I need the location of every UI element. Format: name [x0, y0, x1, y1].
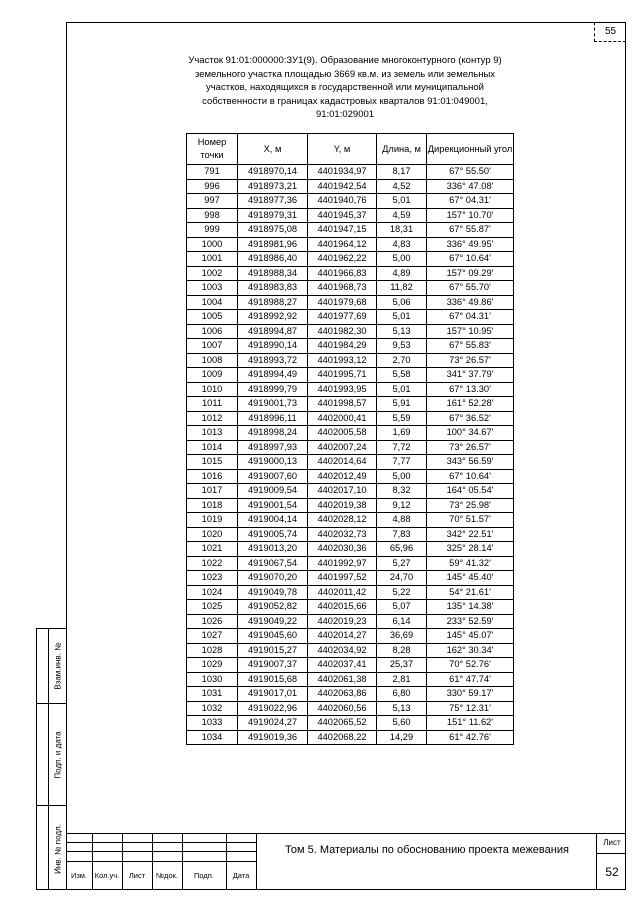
table-row	[187, 716, 514, 731]
cell-point-number: 1007	[187, 339, 238, 354]
cell-point-number: 1022	[187, 556, 238, 571]
stamp-line	[92, 833, 93, 890]
cell-point-number: 1028	[187, 643, 238, 658]
cell-length: 5,00	[377, 252, 427, 267]
cell-point-number: 1018	[187, 498, 238, 513]
cell-length: 5,01	[377, 310, 427, 325]
table-row	[187, 339, 514, 354]
cell-length: 5,00	[377, 469, 427, 484]
cell-point-number: 1025	[187, 600, 238, 615]
cell-length: 1,69	[377, 426, 427, 441]
cell-y: 4401995,71	[308, 368, 377, 383]
cell-angle: 67° 13.30'	[427, 382, 514, 397]
table-row	[187, 701, 514, 716]
side-label-orig-inv: Инв. № подл.	[53, 823, 62, 874]
cell-length: 4,83	[377, 237, 427, 252]
cell-angle: 67° 55.83'	[427, 339, 514, 354]
cell-angle: 54° 21.61'	[427, 585, 514, 600]
cell-angle: 67° 55.87'	[427, 223, 514, 238]
side-column-narrow	[36, 628, 48, 890]
cell-point-number: 1002	[187, 266, 238, 281]
cell-point-number: 1014	[187, 440, 238, 455]
side-cell	[49, 629, 66, 703]
cell-x: 4919017,01	[238, 687, 308, 702]
table-row	[187, 658, 514, 673]
cell-x: 4919007,37	[238, 658, 308, 673]
table-row	[187, 310, 514, 325]
stamp-col-change: Изм.	[70, 871, 88, 880]
cell-angle: 157° 10.95'	[427, 324, 514, 339]
cell-x: 4918998,24	[238, 426, 308, 441]
table-row	[187, 165, 514, 180]
table-body	[187, 165, 514, 745]
table-row	[187, 643, 514, 658]
cell-x: 4919022,96	[238, 701, 308, 716]
cell-y: 4402014,64	[308, 455, 377, 470]
cell-angle: 157° 10.70'	[427, 208, 514, 223]
cell-point-number: 1017	[187, 484, 238, 499]
cell-y: 4402014,27	[308, 629, 377, 644]
cell-angle: 61° 42.76'	[427, 730, 514, 745]
cell-y: 4401982,30	[308, 324, 377, 339]
table-row	[187, 252, 514, 267]
cell-angle: 145° 45.40'	[427, 571, 514, 586]
cell-angle: 162° 30.34'	[427, 643, 514, 658]
cell-y: 4402012,49	[308, 469, 377, 484]
cell-point-number: 1012	[187, 411, 238, 426]
stamp-col-docnum: №док.	[156, 871, 178, 880]
cell-angle: 151° 11.62'	[427, 716, 514, 731]
cell-x: 4918977,36	[238, 194, 308, 209]
cell-point-number: 1024	[187, 585, 238, 600]
cell-y: 4402061,38	[308, 672, 377, 687]
cell-point-number: 1006	[187, 324, 238, 339]
cell-x: 4918996,11	[238, 411, 308, 426]
cell-point-number: 998	[187, 208, 238, 223]
stamp-line	[66, 851, 256, 852]
cell-length: 2,70	[377, 353, 427, 368]
cell-length: 7,77	[377, 455, 427, 470]
cell-x: 4918994,49	[238, 368, 308, 383]
cell-length: 18,31	[377, 223, 427, 238]
cell-y: 4401993,95	[308, 382, 377, 397]
document-title: Том 5. Материалы по обоснованию проекта межевания	[285, 844, 569, 856]
cell-y: 4401934,97	[308, 165, 377, 180]
cell-point-number: 1032	[187, 701, 238, 716]
cell-x: 4918992,92	[238, 310, 308, 325]
page-number: 55	[594, 22, 626, 42]
cell-point-number: 1027	[187, 629, 238, 644]
cell-length: 2,81	[377, 672, 427, 687]
cell-point-number: 1023	[187, 571, 238, 586]
cell-angle: 73° 25.98'	[427, 498, 514, 513]
cell-x: 4919001,54	[238, 498, 308, 513]
cell-x: 4918997,93	[238, 440, 308, 455]
cell-y: 4402068,22	[308, 730, 377, 745]
cell-angle: 330° 59.17'	[427, 687, 514, 702]
cell-y: 4401945,37	[308, 208, 377, 223]
table-row	[187, 223, 514, 238]
cell-angle: 336° 49.95'	[427, 237, 514, 252]
side-column	[48, 628, 66, 890]
stamp-line	[182, 833, 183, 890]
cell-x: 4919005,74	[238, 527, 308, 542]
cell-angle: 336° 49.86'	[427, 295, 514, 310]
side-label-sign-date: Подп. и дата	[53, 730, 62, 779]
cell-x: 4918979,31	[238, 208, 308, 223]
cell-length: 4,59	[377, 208, 427, 223]
cell-length: 8,17	[377, 165, 427, 180]
cell-point-number: 1004	[187, 295, 238, 310]
cell-y: 4402000,41	[308, 411, 377, 426]
table-row	[187, 266, 514, 281]
table-row	[187, 527, 514, 542]
cell-x: 4919000,13	[238, 455, 308, 470]
cell-angle: 70° 51.57'	[427, 513, 514, 528]
cell-y: 4402065,52	[308, 716, 377, 731]
header-point-number: Номер точки	[187, 134, 238, 165]
cell-length: 5,91	[377, 397, 427, 412]
cell-y: 4402017,10	[308, 484, 377, 499]
side-cell	[37, 805, 48, 891]
cell-point-number: 1030	[187, 672, 238, 687]
cell-y: 4401992,97	[308, 556, 377, 571]
cell-x: 4919004,14	[238, 513, 308, 528]
cell-x: 4919045,60	[238, 629, 308, 644]
cell-length: 5,59	[377, 411, 427, 426]
cell-length: 5,01	[377, 382, 427, 397]
cell-point-number: 1005	[187, 310, 238, 325]
cell-length: 4,89	[377, 266, 427, 281]
cell-x: 4919070,20	[238, 571, 308, 586]
cell-point-number: 1033	[187, 716, 238, 731]
stamp-col-sign: Подп.	[194, 871, 214, 880]
cell-x: 4918975,08	[238, 223, 308, 238]
cell-angle: 157° 09.29'	[427, 266, 514, 281]
cell-angle: 342° 22.51'	[427, 527, 514, 542]
header-angle: Дирекционный угол	[427, 134, 514, 165]
cell-point-number: 996	[187, 179, 238, 194]
table-row	[187, 614, 514, 629]
stamp-line	[596, 853, 626, 854]
cell-length: 5,13	[377, 701, 427, 716]
table-row	[187, 440, 514, 455]
cell-point-number: 1008	[187, 353, 238, 368]
cell-y: 4401962,22	[308, 252, 377, 267]
cell-angle: 161° 52.28'	[427, 397, 514, 412]
cell-angle: 75° 12.31'	[427, 701, 514, 716]
table-row	[187, 585, 514, 600]
side-cell	[49, 703, 66, 805]
cell-y: 4401977,69	[308, 310, 377, 325]
cell-angle: 336° 47.08'	[427, 179, 514, 194]
cell-angle: 67° 04.31'	[427, 194, 514, 209]
cell-point-number: 1031	[187, 687, 238, 702]
table-row	[187, 382, 514, 397]
cell-x: 4918994,87	[238, 324, 308, 339]
table-row	[187, 730, 514, 745]
cell-x: 4918983,83	[238, 281, 308, 296]
table-row	[187, 426, 514, 441]
stamp-line	[226, 833, 227, 890]
table-row	[187, 687, 514, 702]
cell-x: 4919015,68	[238, 672, 308, 687]
cell-x: 4919009,54	[238, 484, 308, 499]
table-row	[187, 469, 514, 484]
cell-length: 5,60	[377, 716, 427, 731]
side-label-replace-inv: Взам.инв. №	[53, 642, 62, 690]
cell-length: 36,69	[377, 629, 427, 644]
cell-x: 4919015,27	[238, 643, 308, 658]
stamp-line	[152, 833, 153, 890]
cell-length: 14,29	[377, 730, 427, 745]
cell-length: 5,13	[377, 324, 427, 339]
cell-angle: 164° 05.54'	[427, 484, 514, 499]
cell-x: 4918973,21	[238, 179, 308, 194]
cell-x: 4919019,36	[238, 730, 308, 745]
table-row	[187, 455, 514, 470]
cell-x: 4918981,96	[238, 237, 308, 252]
cell-x: 4919067,54	[238, 556, 308, 571]
cell-length: 6,14	[377, 614, 427, 629]
cell-point-number: 1015	[187, 455, 238, 470]
table-header-row	[187, 134, 514, 165]
table-row	[187, 672, 514, 687]
cell-angle: 73° 26.57'	[427, 353, 514, 368]
cell-length: 9,12	[377, 498, 427, 513]
cell-point-number: 1001	[187, 252, 238, 267]
cell-x: 4918990,14	[238, 339, 308, 354]
cell-y: 4402060,56	[308, 701, 377, 716]
table-row	[187, 237, 514, 252]
table-row	[187, 513, 514, 528]
cell-angle: 73° 26.57'	[427, 440, 514, 455]
table-row	[187, 542, 514, 557]
cell-point-number: 1011	[187, 397, 238, 412]
sheet-number: 52	[605, 865, 619, 879]
cell-point-number: 1034	[187, 730, 238, 745]
cell-length: 5,22	[377, 585, 427, 600]
cell-angle: 70° 52.76'	[427, 658, 514, 673]
cell-y: 4401966,83	[308, 266, 377, 281]
table-row	[187, 397, 514, 412]
cell-y: 4402019,38	[308, 498, 377, 513]
cell-point-number: 1000	[187, 237, 238, 252]
cell-x: 4919013,20	[238, 542, 308, 557]
cell-y: 4401993,12	[308, 353, 377, 368]
cell-point-number: 1029	[187, 658, 238, 673]
table-row	[187, 368, 514, 383]
cell-point-number: 1013	[187, 426, 238, 441]
cell-y: 4401968,73	[308, 281, 377, 296]
cell-angle: 100° 34.67'	[427, 426, 514, 441]
cell-length: 6,80	[377, 687, 427, 702]
cell-y: 4401997,52	[308, 571, 377, 586]
cell-angle: 59° 41.32'	[427, 556, 514, 571]
cell-angle: 67° 04.31'	[427, 310, 514, 325]
table-row	[187, 498, 514, 513]
cell-length: 24,70	[377, 571, 427, 586]
cell-angle: 343° 56.59'	[427, 455, 514, 470]
header-y: Y, м	[308, 134, 377, 165]
cell-point-number: 1016	[187, 469, 238, 484]
cell-angle: 67° 36.52'	[427, 411, 514, 426]
cell-x: 4918970,14	[238, 165, 308, 180]
cell-y: 4402063,86	[308, 687, 377, 702]
cell-point-number: 1026	[187, 614, 238, 629]
table-row	[187, 324, 514, 339]
cell-point-number: 1009	[187, 368, 238, 383]
cell-point-number: 997	[187, 194, 238, 209]
cell-length: 4,52	[377, 179, 427, 194]
cell-angle: 67° 55.50'	[427, 165, 514, 180]
cell-length: 9,53	[377, 339, 427, 354]
stamp-col-count: Кол.уч.	[94, 871, 120, 880]
cell-x: 4919001,73	[238, 397, 308, 412]
section-title: Участок 91:01:000000:ЗУ1(9). Образование многоконтурного (контур 9) земельного участка площадью 3669 кв.м. из земель или земельных участков, находящихся в государственной или муниципальной собственности в границах кадастровых кварталов 91:01:049001, 91:01:029001	[188, 55, 502, 121]
cell-angle: 67° 10.64'	[427, 252, 514, 267]
cell-angle: 145° 45.07'	[427, 629, 514, 644]
cell-x: 4918986,40	[238, 252, 308, 267]
cell-length: 8,28	[377, 643, 427, 658]
cell-y: 4402028,12	[308, 513, 377, 528]
cell-y: 4401942,54	[308, 179, 377, 194]
header-x: X, м	[238, 134, 308, 165]
cell-length: 11,82	[377, 281, 427, 296]
table-row	[187, 411, 514, 426]
cell-y: 4402015,66	[308, 600, 377, 615]
stamp-line	[66, 833, 626, 834]
cell-length: 4,88	[377, 513, 427, 528]
table-row	[187, 600, 514, 615]
table-row	[187, 281, 514, 296]
stamp-line	[66, 861, 256, 862]
cell-x: 4918999,79	[238, 382, 308, 397]
cell-angle: 233° 52.59'	[427, 614, 514, 629]
table-row	[187, 629, 514, 644]
cell-y: 4402005,58	[308, 426, 377, 441]
cell-angle: 325° 28.14'	[427, 542, 514, 557]
cell-angle: 135° 14.38'	[427, 600, 514, 615]
table-row	[187, 295, 514, 310]
table-row	[187, 208, 514, 223]
stamp-line	[256, 833, 257, 890]
cell-y: 4402030,36	[308, 542, 377, 557]
cell-angle: 67° 55.70'	[427, 281, 514, 296]
coordinates-table	[186, 133, 514, 745]
cell-y: 4402034,92	[308, 643, 377, 658]
cell-length: 7,83	[377, 527, 427, 542]
cell-length: 5,07	[377, 600, 427, 615]
cell-point-number: 1020	[187, 527, 238, 542]
sheet-label: Лист	[603, 838, 621, 847]
cell-length: 7,72	[377, 440, 427, 455]
cell-x: 4919049,78	[238, 585, 308, 600]
side-cell	[37, 703, 48, 805]
cell-y: 4402032,73	[308, 527, 377, 542]
cell-point-number: 1019	[187, 513, 238, 528]
stamp-line	[66, 842, 256, 843]
cell-y: 4402007,24	[308, 440, 377, 455]
table-row	[187, 179, 514, 194]
cell-angle: 61° 47.74'	[427, 672, 514, 687]
cell-length: 5,06	[377, 295, 427, 310]
cell-length: 5,01	[377, 194, 427, 209]
table-row	[187, 353, 514, 368]
cell-x: 4919049,22	[238, 614, 308, 629]
cell-length: 25,37	[377, 658, 427, 673]
table-row	[187, 484, 514, 499]
cell-point-number: 1003	[187, 281, 238, 296]
cell-x: 4918988,27	[238, 295, 308, 310]
cell-angle: 67° 10.64'	[427, 469, 514, 484]
cell-y: 4401940,76	[308, 194, 377, 209]
cell-y: 4402037,41	[308, 658, 377, 673]
cell-point-number: 791	[187, 165, 238, 180]
cell-x: 4919007,60	[238, 469, 308, 484]
cell-y: 4401964,12	[308, 237, 377, 252]
table-row	[187, 571, 514, 586]
stamp-line	[596, 833, 597, 890]
cell-y: 4402019,23	[308, 614, 377, 629]
table-row	[187, 556, 514, 571]
cell-point-number: 1021	[187, 542, 238, 557]
stamp-col-date: Дата	[232, 871, 250, 880]
cell-length: 5,27	[377, 556, 427, 571]
cell-length: 8,32	[377, 484, 427, 499]
cell-point-number: 1010	[187, 382, 238, 397]
cell-y: 4401984,29	[308, 339, 377, 354]
cell-y: 4401947,15	[308, 223, 377, 238]
cell-x: 4919024,27	[238, 716, 308, 731]
title-block	[66, 833, 626, 890]
cell-y: 4402011,42	[308, 585, 377, 600]
table-row	[187, 194, 514, 209]
stamp-line	[122, 833, 123, 890]
cell-y: 4401998,57	[308, 397, 377, 412]
cell-angle: 341° 37.79'	[427, 368, 514, 383]
cell-x: 4919052,82	[238, 600, 308, 615]
stamp-col-sheet: Лист	[128, 871, 146, 880]
cell-x: 4918988,34	[238, 266, 308, 281]
cell-point-number: 999	[187, 223, 238, 238]
cell-x: 4918993,72	[238, 353, 308, 368]
header-length: Длина, м	[377, 134, 427, 165]
cell-length: 5,58	[377, 368, 427, 383]
cell-y: 4401979,68	[308, 295, 377, 310]
cell-length: 65,96	[377, 542, 427, 557]
